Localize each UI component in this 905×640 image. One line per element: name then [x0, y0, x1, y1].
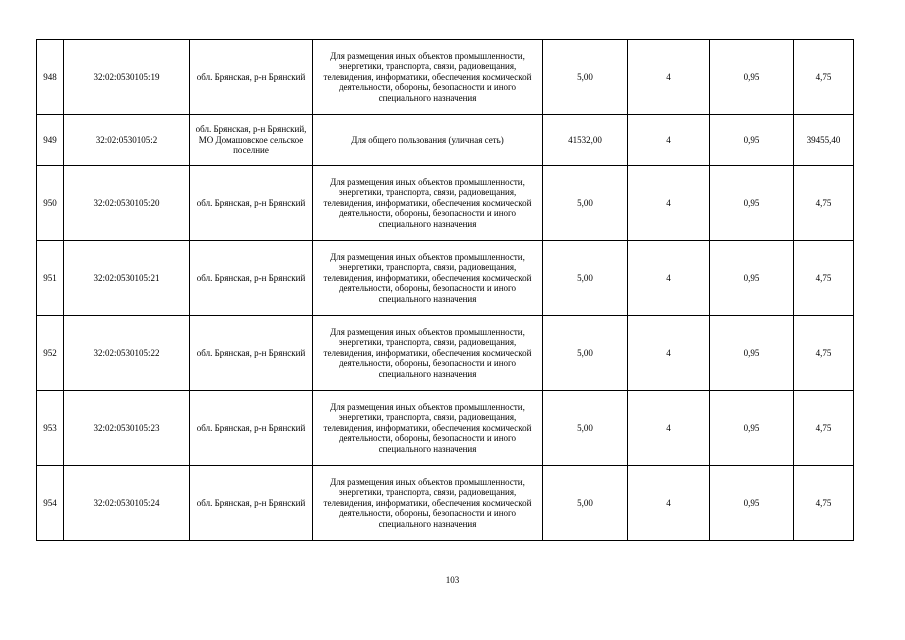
parcel-address: обл. Брянская, р-н Брянский	[190, 241, 313, 316]
page-number: 103	[445, 575, 460, 585]
column-7-value: 4,75	[794, 166, 854, 241]
parcel-address: обл. Брянская, р-н Брянский	[190, 316, 313, 391]
column-7-value: 4,75	[794, 466, 854, 541]
row-number: 952	[37, 316, 64, 391]
cadastral-number: 32:02:0530105:24	[64, 466, 190, 541]
parcel-area: 5,00	[543, 466, 628, 541]
parcel-area: 5,00	[543, 166, 628, 241]
column-7-value: 4,75	[794, 391, 854, 466]
column-7-value: 4,75	[794, 316, 854, 391]
column-5-value: 4	[628, 166, 710, 241]
row-number: 950	[37, 166, 64, 241]
parcel-address: обл. Брянская, р-н Брянский	[190, 466, 313, 541]
parcel-address: обл. Брянская, р-н Брянский	[190, 40, 313, 115]
column-7-value: 4,75	[794, 241, 854, 316]
column-5-value: 4	[628, 40, 710, 115]
parcel-address: обл. Брянская, р-н Брянский	[190, 166, 313, 241]
table-row	[37, 316, 854, 391]
land-use-purpose: Для размещения иных объектов промышленности, энергетики, транспорта, связи, радиовещания, телевидения, информатики, обеспечения космической деятельности, обороны, безопасности и иного специального назначения	[313, 40, 543, 115]
cadastral-number: 32:02:0530105:23	[64, 391, 190, 466]
cadastral-number: 32:02:0530105:20	[64, 166, 190, 241]
row-number: 949	[37, 115, 64, 166]
parcel-table	[36, 39, 854, 541]
table-row	[37, 466, 854, 541]
table-row	[37, 166, 854, 241]
table-row	[37, 241, 854, 316]
cadastral-number: 32:02:0530105:22	[64, 316, 190, 391]
parcel-area: 5,00	[543, 316, 628, 391]
table-row	[37, 40, 854, 115]
row-number: 954	[37, 466, 64, 541]
column-6-value: 0,95	[710, 40, 794, 115]
parcel-address: обл. Брянская, р-н Брянский, МО Домашовское сельское поселние	[190, 115, 313, 166]
cadastral-number: 32:02:0530105:2	[64, 115, 190, 166]
table-row	[37, 391, 854, 466]
column-6-value: 0,95	[710, 115, 794, 166]
table-row	[37, 115, 854, 166]
parcel-area: 5,00	[543, 40, 628, 115]
land-use-purpose: Для размещения иных объектов промышленности, энергетики, транспорта, связи, радиовещания, телевидения, информатики, обеспечения космической деятельности, обороны, безопасности и иного специального назначения	[313, 391, 543, 466]
row-number: 951	[37, 241, 64, 316]
parcel-area: 41532,00	[543, 115, 628, 166]
column-6-value: 0,95	[710, 166, 794, 241]
column-6-value: 0,95	[710, 241, 794, 316]
column-5-value: 4	[628, 241, 710, 316]
column-7-value: 39455,40	[794, 115, 854, 166]
column-7-value: 4,75	[794, 40, 854, 115]
land-use-purpose: Для размещения иных объектов промышленности, энергетики, транспорта, связи, радиовещания, телевидения, информатики, обеспечения космической деятельности, обороны, безопасности и иного специального назначения	[313, 466, 543, 541]
parcel-area: 5,00	[543, 391, 628, 466]
column-5-value: 4	[628, 391, 710, 466]
column-6-value: 0,95	[710, 316, 794, 391]
column-5-value: 4	[628, 316, 710, 391]
column-6-value: 0,95	[710, 391, 794, 466]
land-use-purpose: Для размещения иных объектов промышленности, энергетики, транспорта, связи, радиовещания, телевидения, информатики, обеспечения космической деятельности, обороны, безопасности и иного специального назначения	[313, 241, 543, 316]
row-number: 953	[37, 391, 64, 466]
column-5-value: 4	[628, 115, 710, 166]
parcel-address: обл. Брянская, р-н Брянский	[190, 391, 313, 466]
cadastral-number: 32:02:0530105:19	[64, 40, 190, 115]
land-use-purpose: Для размещения иных объектов промышленности, энергетики, транспорта, связи, радиовещания, телевидения, информатики, обеспечения космической деятельности, обороны, безопасности и иного специального назначения	[313, 316, 543, 391]
column-5-value: 4	[628, 466, 710, 541]
column-6-value: 0,95	[710, 466, 794, 541]
row-number: 948	[37, 40, 64, 115]
parcel-area: 5,00	[543, 241, 628, 316]
land-use-purpose: Для общего пользования (уличная сеть)	[313, 115, 543, 166]
cadastral-number: 32:02:0530105:21	[64, 241, 190, 316]
land-use-purpose: Для размещения иных объектов промышленности, энергетики, транспорта, связи, радиовещания, телевидения, информатики, обеспечения космической деятельности, обороны, безопасности и иного специального назначения	[313, 166, 543, 241]
